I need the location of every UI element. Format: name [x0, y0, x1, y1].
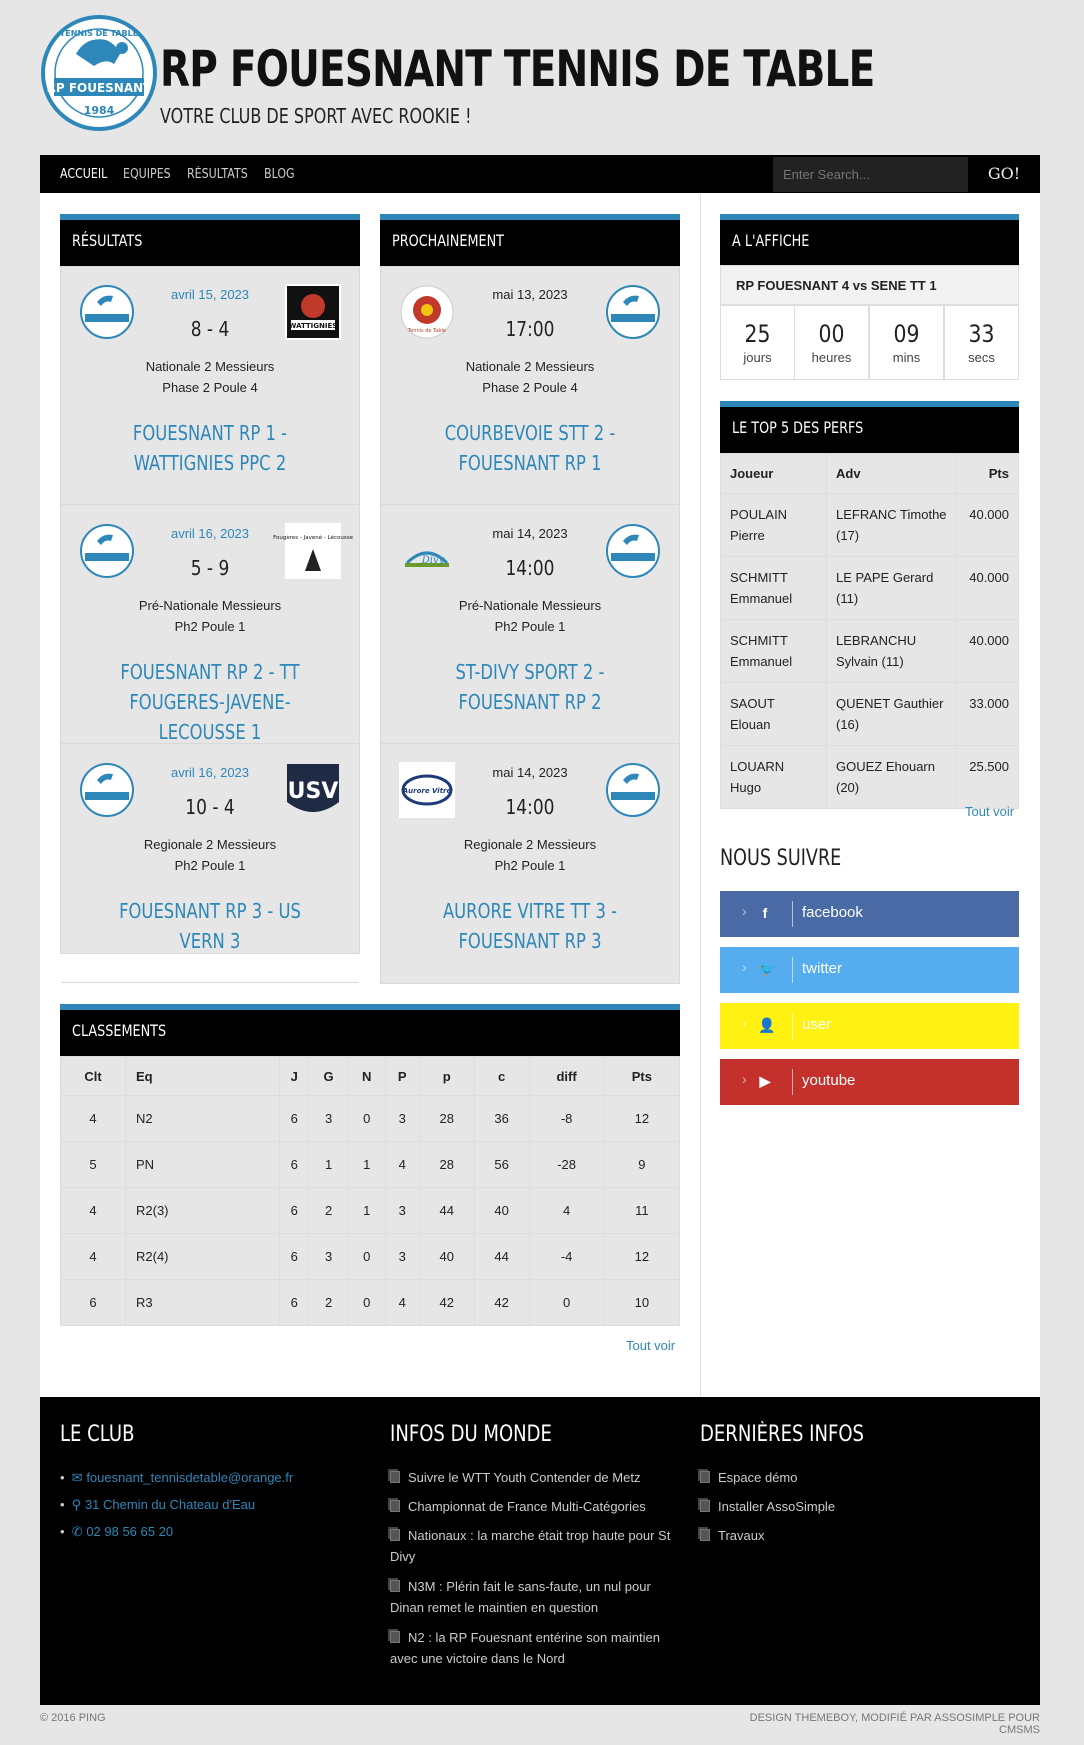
- event-time: 14:00: [505, 556, 555, 580]
- col-adv: Adv: [827, 454, 957, 494]
- table-cell: R3: [126, 1280, 280, 1326]
- resultats-list: [60, 266, 360, 954]
- result-event[interactable]: [61, 506, 359, 744]
- affiche-heading: A L'AFFICHE: [720, 214, 1019, 265]
- table-cell: 1: [309, 1142, 348, 1188]
- event-league: Pré-Nationale Messieurs Ph2 Poule 1: [458, 598, 602, 634]
- separator: [792, 1069, 793, 1095]
- event-date: avril 16, 2023: [170, 526, 250, 541]
- table-cell: 3: [385, 1234, 419, 1280]
- map-marker-icon: ⚲: [71, 1497, 82, 1512]
- table-cell: 0: [529, 1280, 604, 1326]
- document-icon: [700, 1529, 710, 1541]
- table-cell: 6: [280, 1142, 309, 1188]
- column-divider: [700, 193, 701, 1397]
- table-cell: 44: [474, 1234, 529, 1280]
- social-youtube-button[interactable]: [720, 1059, 1019, 1105]
- table-cell: SCHMITT Emmanuel: [721, 620, 827, 683]
- event-league: Nationale 2 Messieurs Phase 2 Poule 4: [465, 359, 595, 395]
- event-league: Pré-Nationale Messieurs Ph2 Poule 1: [138, 598, 282, 634]
- document-icon: [700, 1471, 710, 1483]
- table-row: [61, 1188, 680, 1234]
- event-time: 14:00: [505, 795, 555, 819]
- col-pts[interactable]: Pts: [604, 1057, 679, 1096]
- resultats-heading: RÉSULTATS: [60, 214, 360, 266]
- event-title-link[interactable]: AURORE VITRE TT 3 - FOUESNANT RP 3: [442, 899, 618, 953]
- table-cell: 40.000: [957, 620, 1019, 683]
- svg-text:Aurore Vitré: Aurore Vitré: [402, 787, 452, 795]
- table-row: [721, 494, 1019, 557]
- perfs-heading: LE TOP 5 DES PERFS: [720, 401, 1019, 453]
- table-header-row: [721, 454, 1019, 494]
- chevron-right-icon: ›: [742, 1071, 747, 1087]
- table-cell: 40: [474, 1188, 529, 1234]
- envelope-icon: ✉: [71, 1470, 83, 1485]
- document-icon: [390, 1529, 400, 1541]
- event-date: mai 14, 2023: [492, 765, 568, 780]
- countdown-minutes: 09 mins: [869, 305, 944, 380]
- table-cell: 4: [529, 1188, 604, 1234]
- table-cell: SAOUT Elouan: [721, 683, 827, 746]
- table-cell: 10: [604, 1280, 679, 1326]
- table-row: [61, 1096, 680, 1142]
- table-cell: N2: [126, 1096, 280, 1142]
- event-league: Regionale 2 Messieurs Ph2 Poule 1: [143, 837, 277, 873]
- away-team-logo: [285, 284, 341, 340]
- table-cell: 5: [61, 1142, 126, 1188]
- table-cell: -28: [529, 1142, 604, 1188]
- social-user-button[interactable]: [720, 1003, 1019, 1049]
- event-title-link[interactable]: FOUESNANT RP 1 - WATTIGNIES PPC 2: [132, 421, 288, 475]
- perfs-tout-voir-link[interactable]: Tout voir: [965, 804, 1015, 819]
- footer-info-link[interactable]: Espace démo: [700, 1467, 798, 1488]
- social-label: twitter: [802, 960, 843, 977]
- classements-table: [60, 1056, 680, 1326]
- club-logo[interactable]: [40, 14, 158, 132]
- table-row: [721, 557, 1019, 620]
- footer-news-link[interactable]: N3M : Plérin fait le sans-faute, un nul pour Dinan remet le maintien en question: [390, 1579, 651, 1615]
- table-header-row: [61, 1057, 680, 1096]
- table-cell: 4: [61, 1188, 126, 1234]
- separator: [792, 901, 793, 927]
- user-icon: 👤: [758, 1017, 776, 1033]
- result-event[interactable]: [61, 745, 359, 983]
- table-cell: 44: [419, 1188, 474, 1234]
- prochainement-heading: PROCHAINEMENT: [380, 214, 680, 266]
- nav-accueil[interactable]: ACCUEIL: [60, 167, 108, 182]
- table-cell: QUENET Gauthier (16): [827, 683, 957, 746]
- separator: [792, 957, 793, 983]
- table-cell: LOUARN Hugo: [721, 746, 827, 809]
- footer-news-link[interactable]: Nationaux : la marche était trop haute pour St Divy: [390, 1528, 671, 1564]
- chevron-right-icon: ›: [742, 959, 747, 975]
- table-cell: 6: [280, 1188, 309, 1234]
- away-team-logo: [285, 762, 341, 818]
- svg-text:RP FOUESNANT: RP FOUESNANT: [46, 81, 152, 95]
- col-p-points[interactable]: p: [419, 1057, 474, 1096]
- table-cell: 4: [385, 1142, 419, 1188]
- event-title-link[interactable]: FOUESNANT RP 3 - US VERN 3: [119, 899, 301, 953]
- classements-heading: CLASSEMENTS: [60, 1004, 680, 1056]
- col-n[interactable]: N: [348, 1057, 385, 1096]
- footer-address[interactable]: • ⚲ 31 Chemin du Chateau d'Eau: [60, 1497, 256, 1512]
- event-score: 10 - 4: [185, 795, 235, 819]
- result-event[interactable]: [61, 267, 359, 505]
- site-tagline: VOTRE CLUB DE SPORT AVEC ROOKIE !: [160, 104, 472, 128]
- nav-resultats[interactable]: RÉSULTATS: [187, 167, 248, 182]
- social-facebook-button[interactable]: [720, 891, 1019, 937]
- table-cell: 42: [419, 1280, 474, 1326]
- footer-email[interactable]: • ✉ fouesnant_tennisdetable@orange.fr: [60, 1470, 294, 1485]
- document-icon: [700, 1500, 710, 1512]
- col-c[interactable]: c: [474, 1057, 529, 1096]
- event-time: 17:00: [505, 317, 555, 341]
- chevron-right-icon: ›: [742, 1015, 747, 1031]
- featured-match[interactable]: RP FOUESNANT 4 vs SENE TT 1: [720, 265, 1019, 305]
- svg-text:WATTIGNIES: WATTIGNIES: [288, 322, 338, 330]
- event-title-link[interactable]: ST-DIVY SPORT 2 - FOUESNANT RP 2: [455, 660, 605, 714]
- away-team-logo: [605, 523, 661, 579]
- table-cell: 40.000: [957, 557, 1019, 620]
- col-p[interactable]: P: [385, 1057, 419, 1096]
- col-j[interactable]: J: [280, 1057, 309, 1096]
- table-cell: 12: [604, 1096, 679, 1142]
- table-cell: R2(4): [126, 1234, 280, 1280]
- document-icon: [390, 1471, 400, 1483]
- col-pts: Pts: [957, 454, 1019, 494]
- upcoming-event[interactable]: [381, 267, 679, 505]
- main-navigation: [40, 155, 1040, 193]
- footer-news-link[interactable]: Suivre le WTT Youth Contender de Metz: [390, 1467, 675, 1488]
- footer: [40, 1397, 1040, 1705]
- countdown-hours: 00 heures: [794, 305, 869, 380]
- youtube-icon: ▶: [759, 1073, 771, 1089]
- table-cell: LE PAPE Gerard (11): [827, 557, 957, 620]
- table-cell: 6: [61, 1280, 126, 1326]
- upcoming-event[interactable]: [381, 745, 679, 983]
- table-row: [61, 1234, 680, 1280]
- event-title-link[interactable]: COURBEVOIE STT 2 - FOUESNANT RP 1: [444, 421, 616, 475]
- table-row: [721, 746, 1019, 809]
- table-row: [61, 1280, 680, 1326]
- svg-text:1984: 1984: [83, 104, 115, 117]
- table-cell: 33.000: [957, 683, 1019, 746]
- nav-blog[interactable]: BLOG: [264, 167, 295, 182]
- table-cell: 6: [280, 1280, 309, 1326]
- table-cell: 4: [61, 1234, 126, 1280]
- site-title[interactable]: RP FOUESNANT TENNIS DE TABLE: [160, 40, 875, 98]
- search-input[interactable]: [773, 157, 968, 192]
- copyright-text: © 2016 PING: [40, 1712, 106, 1724]
- table-cell: 56: [474, 1142, 529, 1188]
- event-date: mai 14, 2023: [492, 526, 568, 541]
- svg-text:Tennis de Table: Tennis de Table: [408, 328, 446, 334]
- table-cell: 28: [419, 1096, 474, 1142]
- table-cell: LEFRANC Timothe (17): [827, 494, 957, 557]
- svg-text:Divy: Divy: [421, 555, 445, 566]
- social-label: facebook: [802, 904, 863, 921]
- table-cell: POULAIN Pierre: [721, 494, 827, 557]
- table-cell: R2(3): [126, 1188, 280, 1234]
- col-clt[interactable]: Clt: [61, 1057, 126, 1096]
- nav-equipes[interactable]: EQUIPES: [123, 167, 171, 182]
- table-cell: 2: [309, 1280, 348, 1326]
- event-title-link[interactable]: FOUESNANT RP 2 - TT FOUGERES-JAVENE-LECOUSSE 1: [120, 660, 300, 744]
- table-cell: 28: [419, 1142, 474, 1188]
- social-heading: NOUS SUIVRE: [720, 846, 842, 871]
- table-cell: 40: [419, 1234, 474, 1280]
- table-cell: 3: [309, 1234, 348, 1280]
- table-cell: 3: [309, 1096, 348, 1142]
- upcoming-event[interactable]: [381, 506, 679, 744]
- table-cell: GOUEZ Ehouarn (20): [827, 746, 957, 809]
- table-cell: SCHMITT Emmanuel: [721, 557, 827, 620]
- event-date: avril 16, 2023: [170, 765, 250, 780]
- footer-club-heading: LE CLUB: [60, 1422, 135, 1447]
- svg-text:USV: USV: [287, 779, 339, 804]
- table-cell: 25.500: [957, 746, 1019, 809]
- social-label: user: [802, 1016, 832, 1033]
- table-cell: 1: [348, 1142, 385, 1188]
- perfs-table: [720, 453, 1019, 809]
- footer-infos-heading: DERNIÈRES INFOS: [700, 1422, 864, 1447]
- document-icon: [390, 1580, 400, 1592]
- footer-news-link[interactable]: N2 : la RP Fouesnant entérine son maintien avec une victoire dans le Nord: [390, 1630, 660, 1666]
- table-cell: 9: [604, 1142, 679, 1188]
- phone-icon: ✆: [71, 1524, 83, 1539]
- footer-info-link[interactable]: Travaux: [700, 1525, 764, 1546]
- event-date: avril 15, 2023: [170, 287, 250, 302]
- countdown-days: 25 jours: [720, 305, 795, 380]
- classements-tout-voir-link[interactable]: Tout voir: [626, 1338, 676, 1353]
- table-cell: 36: [474, 1096, 529, 1142]
- footer-info-link[interactable]: Installer AssoSimple: [700, 1496, 835, 1517]
- table-cell: 40.000: [957, 494, 1019, 557]
- social-twitter-button[interactable]: [720, 947, 1019, 993]
- footer-monde-heading: INFOS DU MONDE: [390, 1422, 552, 1447]
- table-cell: 0: [348, 1096, 385, 1142]
- svg-text:TENNIS DE TABLE: TENNIS DE TABLE: [59, 29, 139, 38]
- table-cell: 12: [604, 1234, 679, 1280]
- col-joueur: Joueur: [721, 454, 827, 494]
- footer-news-link[interactable]: Championnat de France Multi-Catégories: [390, 1496, 675, 1517]
- social-label: youtube: [802, 1072, 856, 1089]
- prochainement-list: [380, 266, 680, 984]
- away-team-logo: [273, 523, 353, 579]
- table-cell: 3: [385, 1096, 419, 1142]
- table-cell: 42: [474, 1280, 529, 1326]
- table-cell: PN: [126, 1142, 280, 1188]
- table-cell: 0: [348, 1234, 385, 1280]
- col-g[interactable]: G: [309, 1057, 348, 1096]
- document-icon: [390, 1500, 400, 1512]
- table-cell: LEBRANCHU Sylvain (11): [827, 620, 957, 683]
- col-diff[interactable]: diff: [529, 1057, 604, 1096]
- table-row: [61, 1142, 680, 1188]
- event-date: mai 13, 2023: [492, 287, 568, 302]
- table-cell: 0: [348, 1280, 385, 1326]
- search-go-button[interactable]: GO!: [968, 155, 1040, 193]
- table-row: [721, 683, 1019, 746]
- chevron-right-icon: ›: [742, 903, 747, 919]
- table-cell: -8: [529, 1096, 604, 1142]
- document-icon: [390, 1631, 400, 1643]
- table-cell: 6: [280, 1096, 309, 1142]
- table-cell: 1: [348, 1188, 385, 1234]
- design-credit[interactable]: DESIGN THEMEBOY, MODIFIÉ PAR ASSOSIMPLE POUR CMSMS: [749, 1712, 1040, 1736]
- event-league: Nationale 2 Messieurs Phase 2 Poule 4: [145, 359, 275, 395]
- event-league: Regionale 2 Messieurs Ph2 Poule 1: [463, 837, 597, 873]
- facebook-icon: f: [762, 905, 768, 921]
- separator: [792, 1013, 793, 1039]
- table-cell: 2: [309, 1188, 348, 1234]
- event-score: 8 - 4: [190, 317, 230, 341]
- countdown-seconds: 33 secs: [944, 305, 1019, 380]
- table-cell: 6: [280, 1234, 309, 1280]
- table-cell: 11: [604, 1188, 679, 1234]
- twitter-icon: 🐦: [758, 961, 776, 977]
- col-eq[interactable]: Eq: [126, 1057, 280, 1096]
- away-team-logo: [605, 284, 661, 340]
- table-cell: 4: [61, 1096, 126, 1142]
- footer-phone[interactable]: • ✆ 02 98 56 65 20: [60, 1524, 174, 1539]
- svg-text:Fougères - Javené - Lécousse: Fougères - Javené - Lécousse: [273, 535, 353, 541]
- event-score: 5 - 9: [190, 556, 230, 580]
- away-team-logo: [605, 762, 661, 818]
- table-row: [721, 620, 1019, 683]
- table-cell: 4: [385, 1280, 419, 1326]
- table-cell: -4: [529, 1234, 604, 1280]
- table-cell: 3: [385, 1188, 419, 1234]
